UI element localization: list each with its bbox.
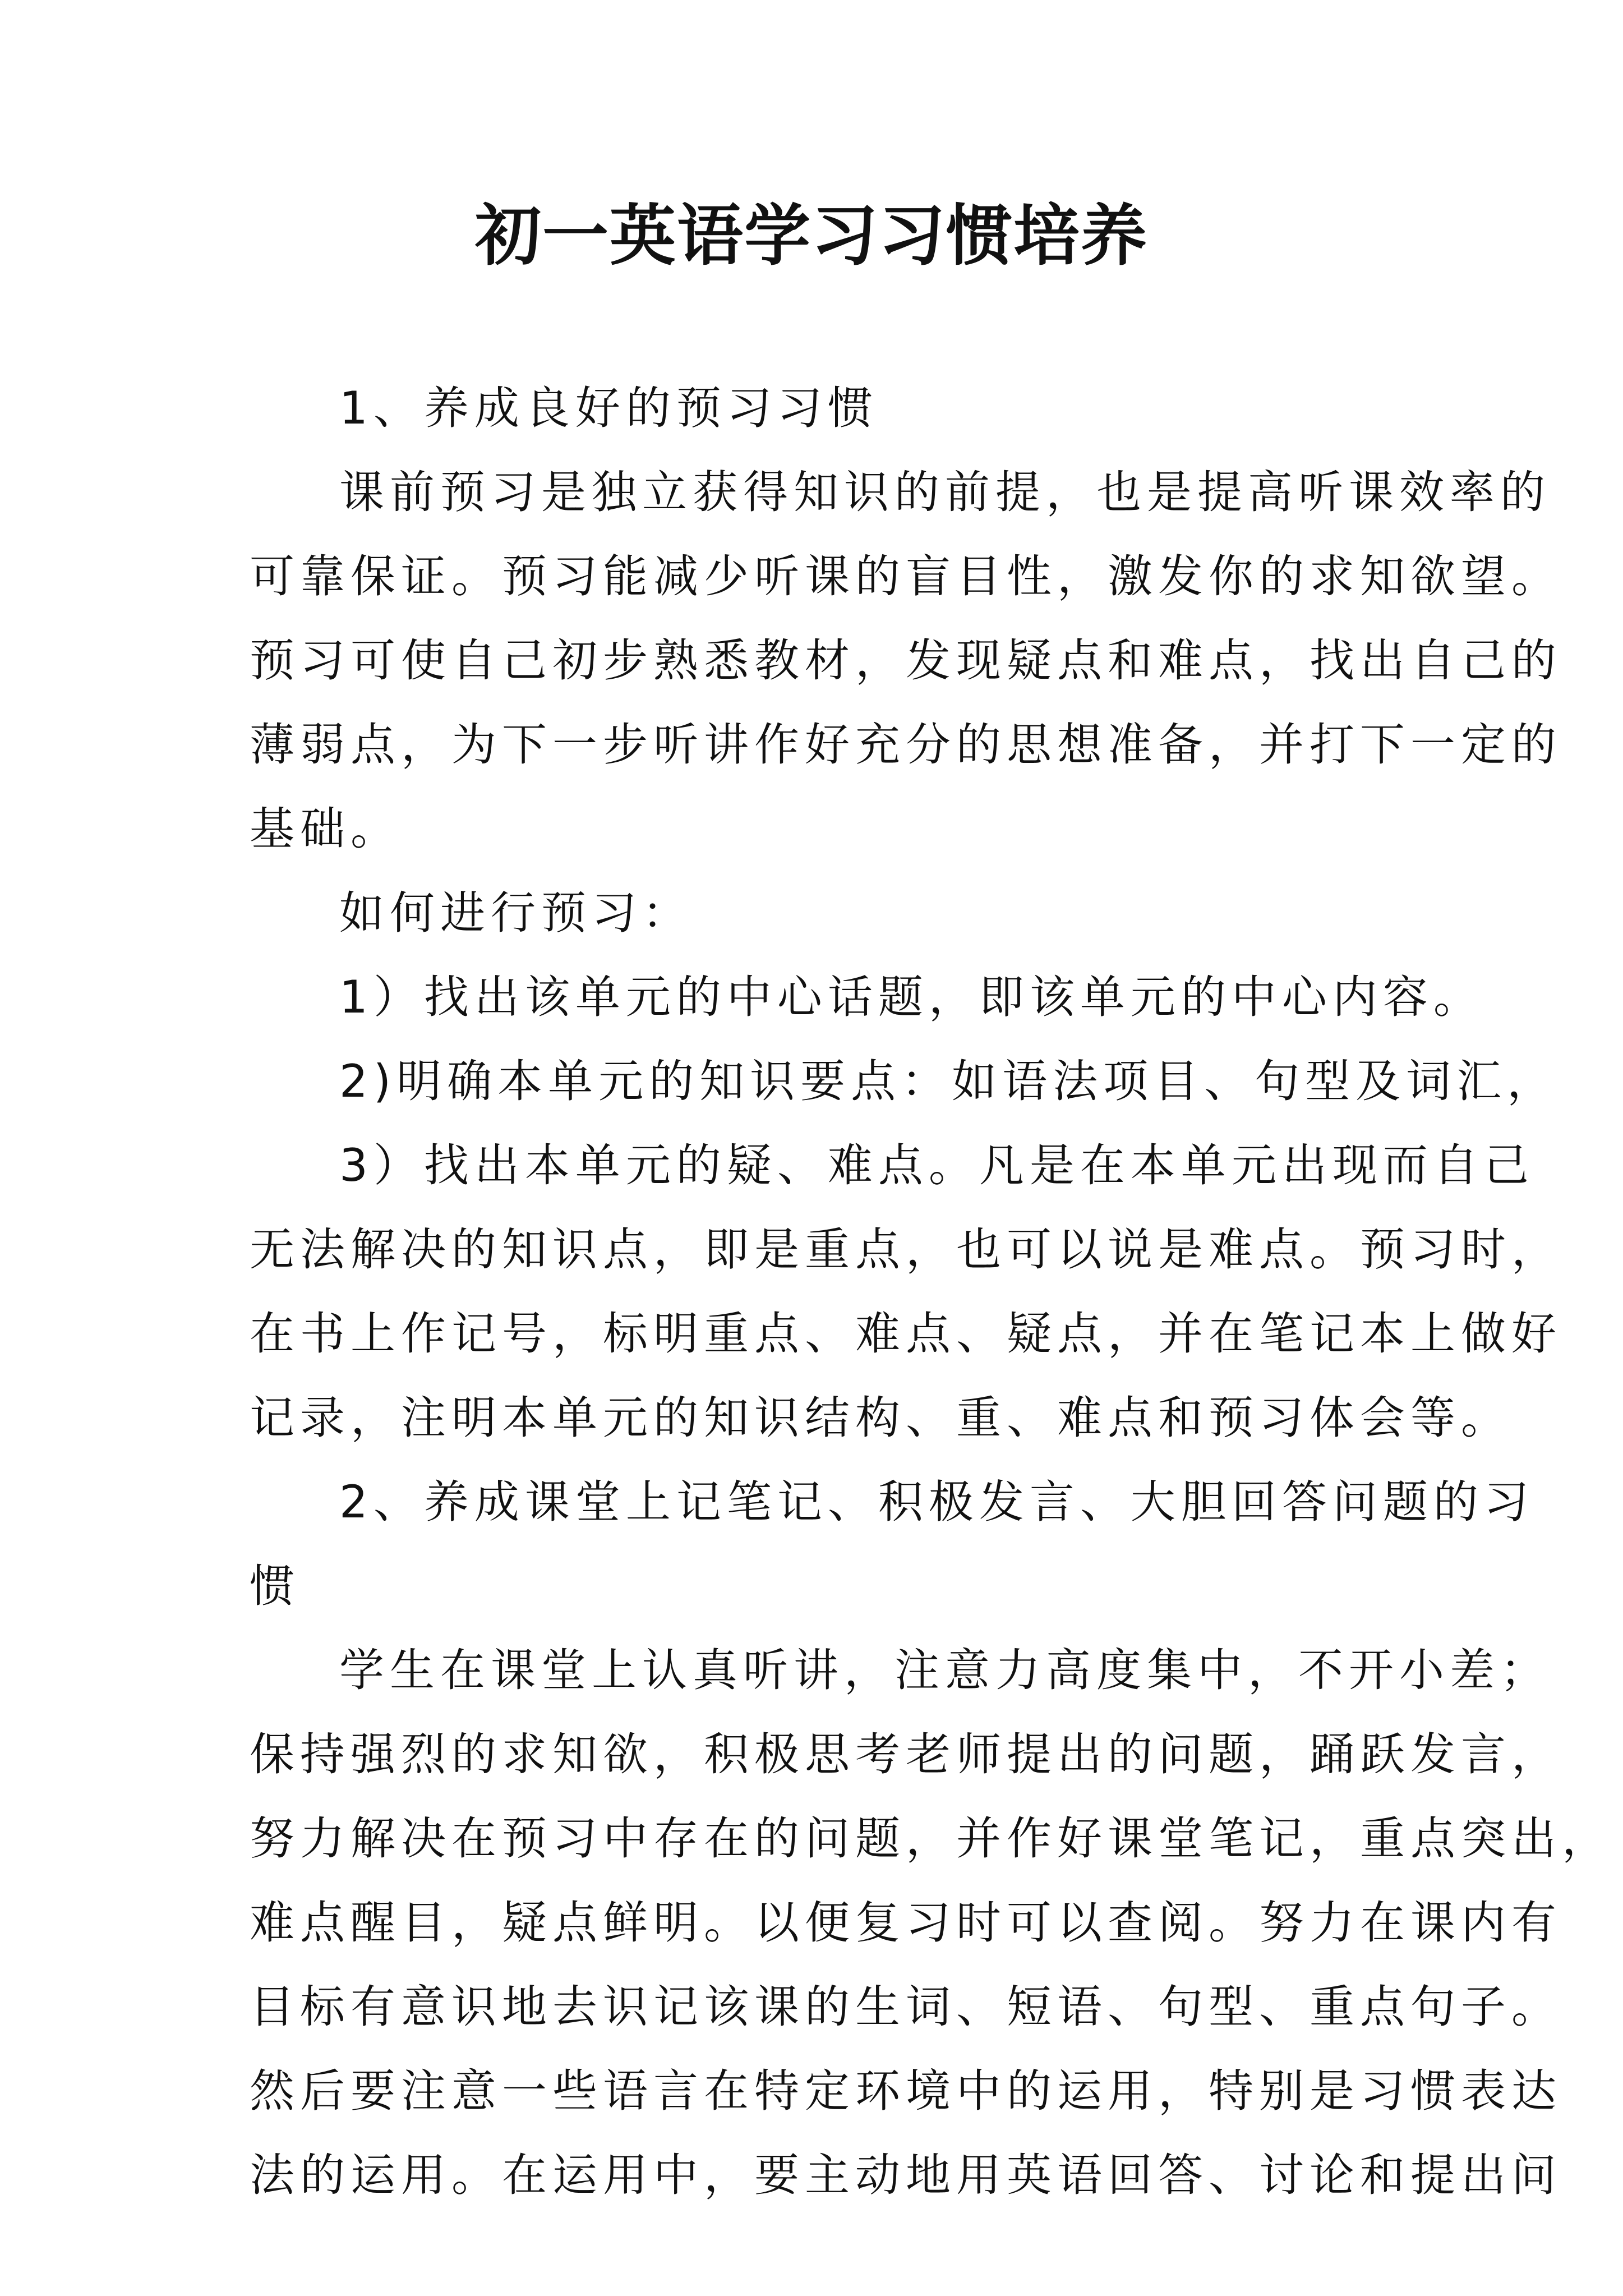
paragraph-line: 预习可使自己初步熟悉教材，发现疑点和难点，找出自己的 (250, 634, 1562, 687)
paragraph-line: 学生在课堂上认真听讲，注意力高度集中，不开小差； (339, 1644, 1551, 1696)
paragraph-line: 保持强烈的求知欲，积极思考老师提出的问题，踊跃发言， (250, 1728, 1562, 1780)
document-title: 初一英语学习习惯培养 (474, 196, 1148, 274)
document-body (250, 366, 1612, 2217)
paragraph-line: 然后要注意一些语言在特定环境中的运用，特别是习惯表达 (250, 2065, 1562, 2117)
paragraph-line: 课前预习是独立获得知识的前提，也是提高听课效率的 (339, 466, 1551, 518)
list-item: 1）找出该单元的中心话题，即该单元的中心内容。 (339, 971, 1484, 1023)
paragraph-line: 难点醒目，疑点鲜明。以便复习时可以查阅。努力在课内有 (250, 1897, 1562, 1949)
section-heading-2: 2、养成课堂上记笔记、积极发言、大胆回答问题的习 (339, 1476, 1534, 1528)
paragraph-line: 可靠保证。预习能减少听课的盲目性，激发你的求知欲望。 (250, 550, 1562, 602)
paragraph-line: 薄弱点，为下一步听讲作好充分的思想准备，并打下一定的 (250, 719, 1562, 771)
paragraph-line: 法的运用。在运用中，要主动地用英语回答、讨论和提出问 (250, 2149, 1562, 2201)
list-item: 3）找出本单元的疑、难点。凡是在本单元出现而自己 (339, 1139, 1534, 1191)
paragraph-line: 目标有意识地去识记该课的生词、短语、句型、重点句子。 (250, 1981, 1562, 2033)
subheading: 如何进行预习： (339, 887, 693, 939)
paragraph-line: 基础。 (250, 803, 401, 855)
paragraph-line: 努力解决在预习中存在的问题，并作好课堂笔记，重点突出， (250, 1812, 1612, 1865)
paragraph-line: 在书上作记号，标明重点、难点、疑点，并在笔记本上做好 (250, 1308, 1562, 1360)
list-item: 2)明确本单元的知识要点：如语法项目、句型及词汇， (339, 1055, 1558, 1107)
paragraph-line: 无法解决的知识点，即是重点，也可以说是难点。预习时， (250, 1223, 1562, 1276)
paragraph-line: 记录，注明本单元的知识结构、重、难点和预习体会等。 (250, 1392, 1511, 1444)
section-heading-1: 1、养成良好的预习习惯 (339, 382, 878, 434)
section-heading-2-cont: 惯 (250, 1560, 300, 1612)
